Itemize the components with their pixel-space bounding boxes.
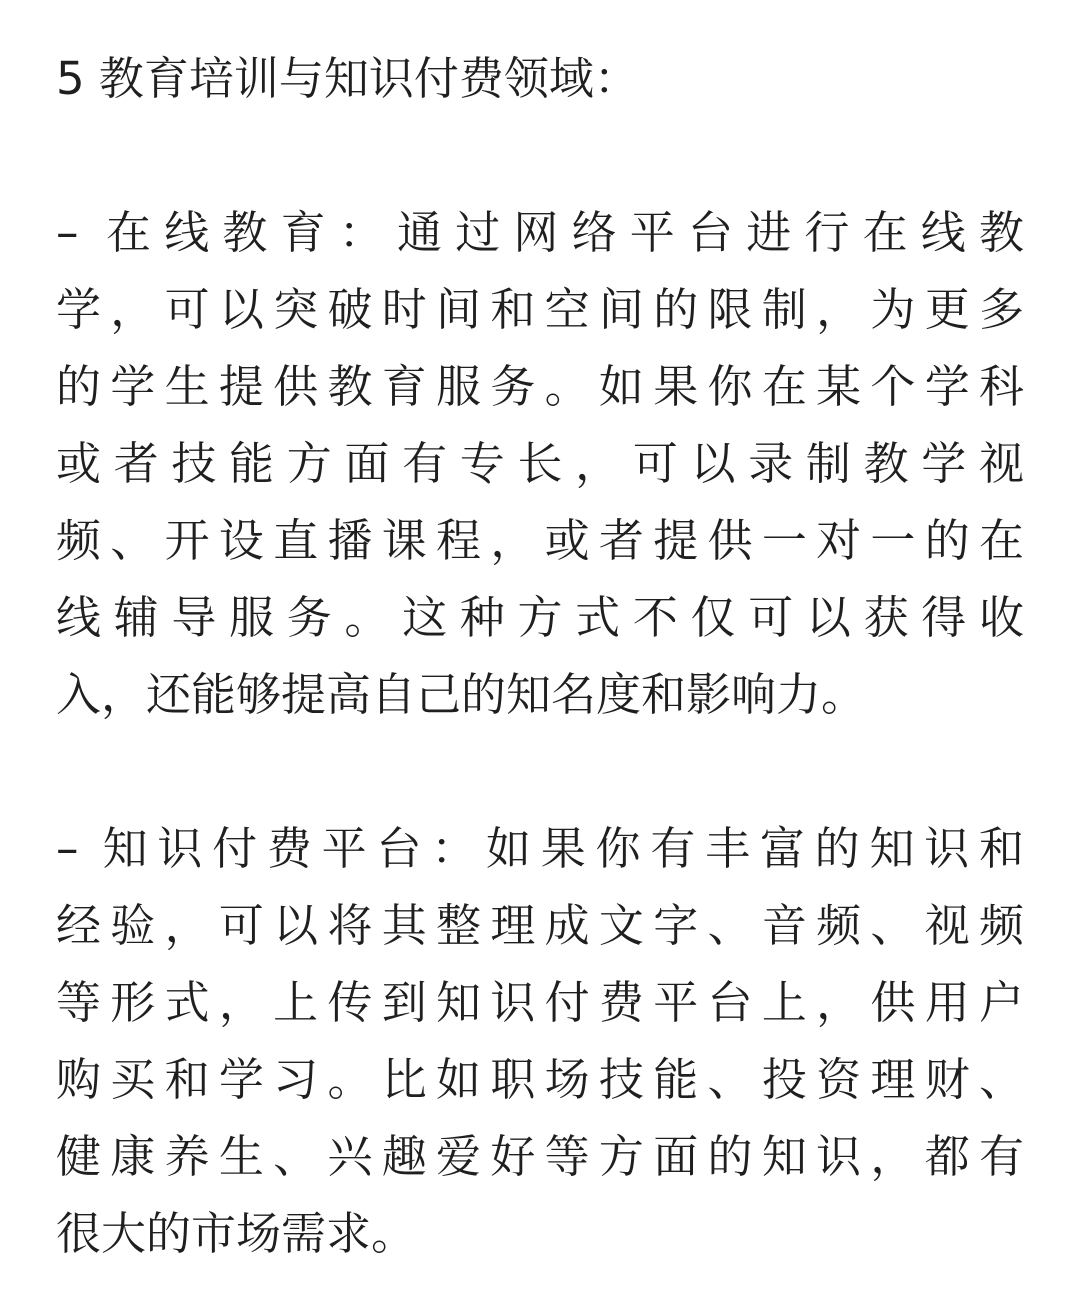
paragraph-line: 的学生提供教育服务。如果你在某个学科 [56, 360, 1024, 413]
paragraph-line: 等形式，上传到知识付费平台上，供用户 [56, 976, 1024, 1029]
paragraph-spacer [56, 117, 1024, 194]
paragraph-line: – 知识付费平台：如果你有丰富的知识和 [56, 822, 1024, 875]
paragraph-line: 学，可以突破时间和空间的限制，为更多 [56, 283, 1024, 336]
paragraph-spacer [56, 733, 1024, 810]
paragraph-line: – 在线教育：通过网络平台进行在线教 [56, 206, 1024, 259]
paragraph-line: 经验，可以将其整理成文字、音频、视频 [56, 899, 1024, 952]
paragraph-line: 线辅导服务。这种方式不仅可以获得收 [56, 591, 1024, 644]
paragraph-line: 购买和学习。比如职场技能、投资理财、 [56, 1053, 1024, 1106]
paragraph-line-last: 很大的市场需求。 [56, 1207, 417, 1260]
paragraph-line: 频、开设直播课程，或者提供一对一的在 [56, 514, 1024, 567]
paragraph-knowledge-platform [56, 810, 1024, 1272]
section-heading: 5 教育培训与知识付费领域： [56, 52, 639, 105]
paragraph-line: 或者技能方面有专长，可以录制教学视 [56, 437, 1024, 490]
paragraph-line-last: 入，还能够提高自己的知名度和影响力。 [56, 668, 867, 721]
paragraph-line: 健康养生、兴趣爱好等方面的知识，都有 [56, 1130, 1024, 1183]
paragraph-online-education [56, 194, 1024, 733]
document-body [56, 40, 1024, 1272]
